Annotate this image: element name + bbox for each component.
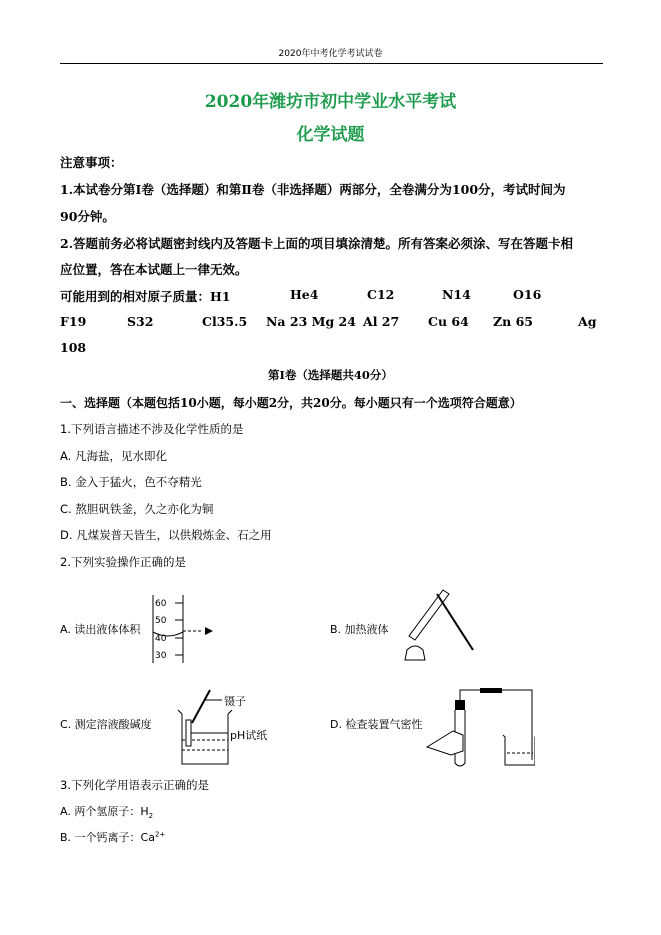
atomic-mass: C12 [367, 287, 395, 302]
atomic-mass: He4 [290, 287, 319, 302]
svg-text:50: 50 [155, 616, 167, 626]
svg-text:40: 40 [155, 634, 167, 644]
q1-option: A. 凡海盐，见水即化 [60, 449, 167, 463]
atomic-mass: Zn 65 [493, 314, 533, 329]
atomic-mass: 108 [60, 340, 87, 355]
ph-paper-label: pH试纸 [230, 729, 268, 742]
q3-option-a-text: A. 两个氢原子：H [60, 805, 149, 818]
eye-icon [205, 627, 213, 635]
atomic-mass: Ag [578, 314, 597, 329]
part1-title: 一、选择题（本题包括10小题，每小题2分，共20分。每小题只有一个选项符合题意） [60, 396, 522, 410]
heating-liquid-figure [385, 588, 475, 668]
q3-option-b [60, 829, 165, 845]
atomic-label: 可能用到的相对原子质量：H1 [60, 289, 231, 304]
atomic-mass: Al 27 [363, 314, 400, 329]
svg-text:30: 30 [155, 651, 167, 661]
q1-option: D. 凡煤炭普天皆生，以供煅炼金、石之用 [60, 528, 272, 542]
exam-subtitle: 化学试题 [296, 125, 365, 145]
airtightness-figure [425, 685, 535, 770]
superscript: 2+ [154, 830, 166, 839]
q2-option-c: C. 测定溶液酸碱度 [60, 718, 152, 731]
notes-heading: 注意事项： [60, 155, 123, 170]
header-rule [60, 63, 603, 64]
atomic-mass: N14 [442, 287, 471, 302]
note2-line1: 2.答题前务必将试题密封线内及答题卡上面的项目填涂清楚。所有答案必须涂、写在答题卡相 [60, 236, 574, 251]
q2-option-d: D. 检查装置气密性 [330, 718, 423, 731]
atomic-mass: O16 [513, 287, 542, 302]
q3-option-a [60, 803, 153, 820]
q2-option-b: B. 加热液体 [330, 623, 389, 636]
atomic-mass: Cl35.5 [202, 314, 248, 329]
atomic-mass: F19 [60, 314, 87, 329]
q2-stem: 2.下列实验操作正确的是 [60, 555, 186, 569]
atomic-mass: S32 [127, 314, 154, 329]
q1-stem: 1.下列语言描述不涉及化学性质的是 [60, 422, 244, 436]
q1-option: B. 金入于猛火，色不夺精光 [60, 475, 202, 489]
q3-stem: 3.下列化学用语表示正确的是 [60, 778, 209, 792]
page-header: 2020年中考化学考试试卷 [278, 49, 383, 59]
exam-title: 2020年潍坊市初中学业水平考试 [204, 92, 457, 112]
q1-option: C. 熬胆矾铁釜，久之亦化为铜 [60, 502, 214, 516]
atomic-mass: Na 23 Mg 24 [266, 314, 356, 329]
note1-line2: 90分钟。 [60, 209, 115, 224]
note2-line2: 应位置，答在本试题上一律无效。 [60, 262, 248, 277]
q3-option-b-text: B. 一个钙离子：Ca [60, 831, 155, 844]
section-title: 第Ⅰ卷（选择题共40分） [268, 368, 393, 382]
graduated-cylinder-figure [135, 595, 225, 665]
note1-line1: 1.本试卷分第Ⅰ卷（选择题）和第Ⅱ卷（非选择题）两部分，全卷满分为100分，考试时间为 [60, 182, 566, 197]
svg-text:60: 60 [155, 599, 167, 609]
subscript: 2 [148, 812, 154, 821]
atomic-mass: Cu 64 [428, 314, 469, 329]
tweezers-label: 镊子 [224, 695, 246, 708]
q2-option-a: A. 读出液体体积 [60, 623, 141, 636]
